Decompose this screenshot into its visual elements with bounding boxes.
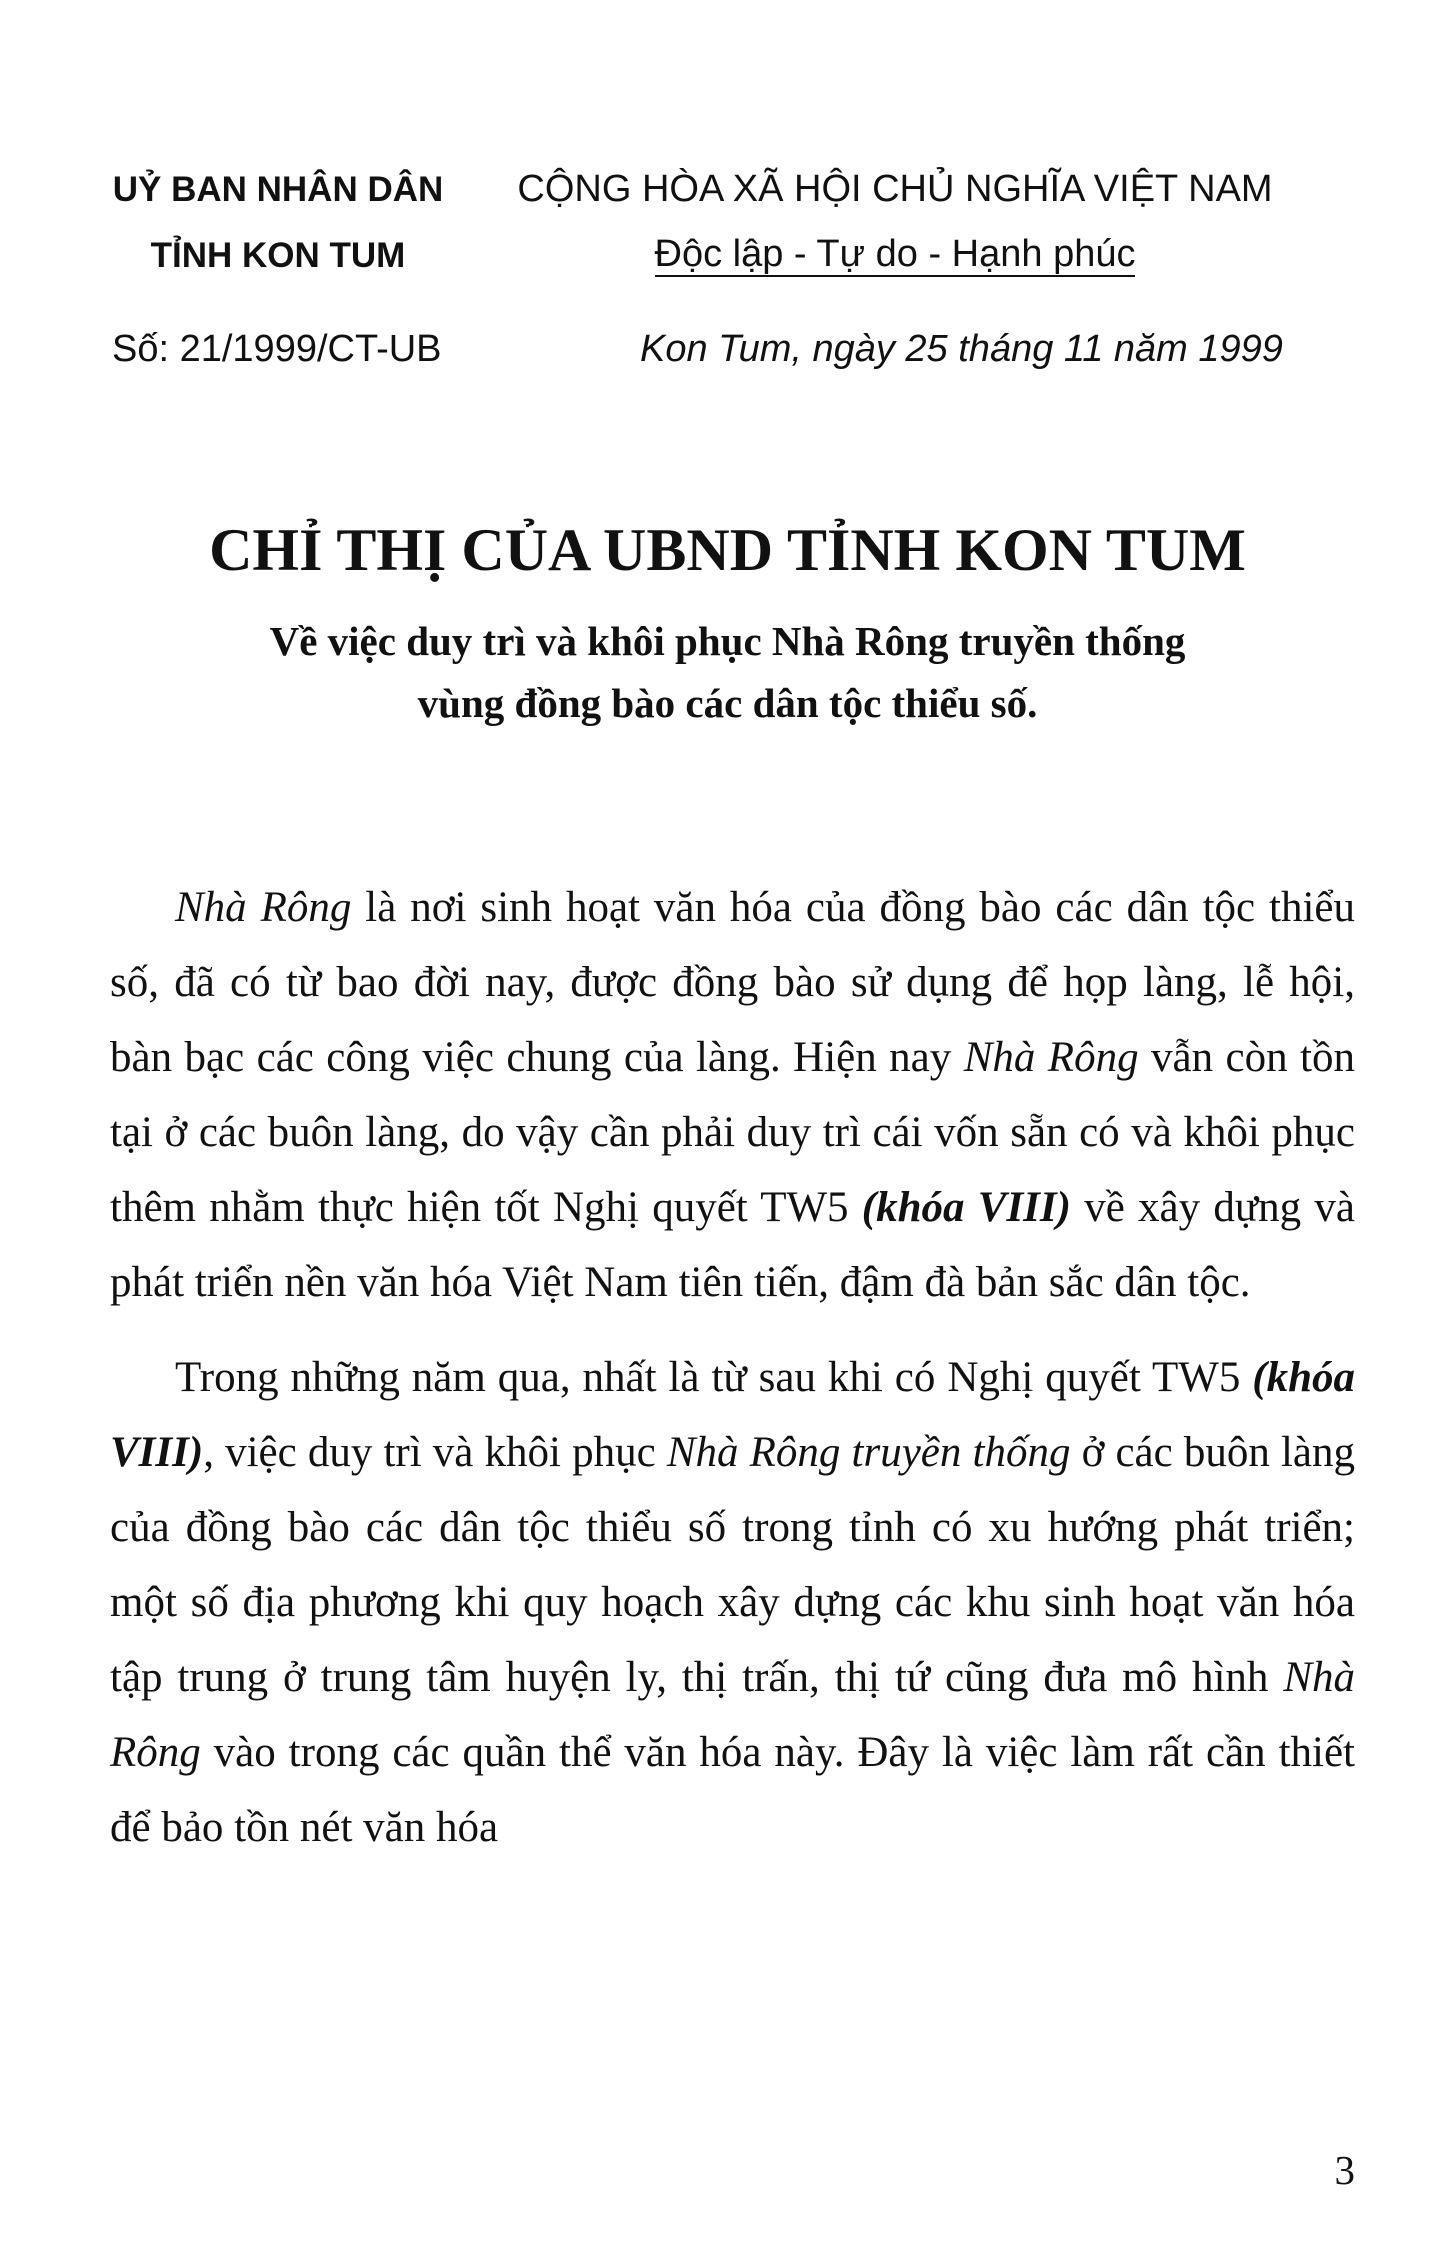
agency-name-line1: UỶ BAN NHÂN DÂN xyxy=(112,170,444,209)
document-title: CHỈ THỊ CỦA UBND TỈNH KON TUM xyxy=(209,517,1246,583)
subtitle-line-2: vùng đồng bào các dân tộc thiểu số. xyxy=(417,680,1038,726)
national-motto xyxy=(500,235,1290,277)
paragraph-text: vào trong các quần thể văn hóa này. Đây là việc làm rất cần thiết để bảo tồn nét văn hóa xyxy=(110,1729,1355,1851)
paragraph-text: về xây dựng và phát triển nền văn hóa Việt Nam tiên tiến, đậm đà bản sắc dân tộc. xyxy=(110,1184,1356,1306)
paragraph-text: vẫn còn tồn tại ở các buôn làng, do vậy cần phải duy trì cái vốn sẵn có và khôi phục thêm nhằm thực hiện tốt Nghị quyết TW5 xyxy=(110,1034,1355,1231)
paragraph-text: , việc duy trì và khôi phục xyxy=(203,1429,667,1476)
body-paragraph xyxy=(110,870,1355,1320)
document-number: Số: 21/1999/CT-UB xyxy=(112,328,442,370)
emphasis-text: (khóa VIII) xyxy=(861,1184,1071,1231)
body-paragraph xyxy=(110,1340,1355,1865)
paragraph-text: là nơi sinh hoạt văn hóa của đồng bào các dân tộc thiểu số, đã có từ bao đời nay, được đồng bào sử dụng để họp làng, lễ hội, bàn bạc các công việc chung của làng. Hiện nay xyxy=(110,884,1355,1081)
place-and-date: Kon Tum, ngày 25 tháng 11 năm 1999 xyxy=(640,328,1283,370)
paragraph-text: Trong những năm qua, nhất là từ sau khi có Nghị quyết TW5 xyxy=(175,1354,1253,1401)
emphasis-text: Nhà Rông xyxy=(175,884,352,931)
emphasis-text: Nhà Rông xyxy=(963,1034,1139,1081)
document-body xyxy=(110,870,1355,1885)
emphasis-text: Nhà Rông truyền thống xyxy=(666,1429,1071,1476)
paragraph-text: ở các buôn làng của đồng bào các dân tộc thiểu số trong tỉnh có xu hướng phát triển; một số địa phương khi quy hoạch xây dựng các khu sinh hoạt văn hóa tập trung ở trung tâm huyện ly, thị trấn, thị tứ cũng đưa mô hình xyxy=(110,1429,1355,1701)
national-motto-text: Độc lập - Tự do - Hạnh phúc xyxy=(654,233,1136,275)
page-number: 3 xyxy=(1334,2147,1355,2193)
document-subtitle xyxy=(0,610,1455,734)
agency-name-line2: TỈNH KON TUM xyxy=(150,236,406,275)
republic-heading: CỘNG HÒA XÃ HỘI CHỦ NGHĨA VIỆT NAM xyxy=(517,168,1273,210)
emphasis-text: (khóa VIII) xyxy=(110,1354,1355,1476)
emphasis-text: Nhà Rông xyxy=(110,1654,1355,1776)
subtitle-line-1: Về việc duy trì và khôi phục Nhà Rông truyền thống xyxy=(269,618,1186,664)
